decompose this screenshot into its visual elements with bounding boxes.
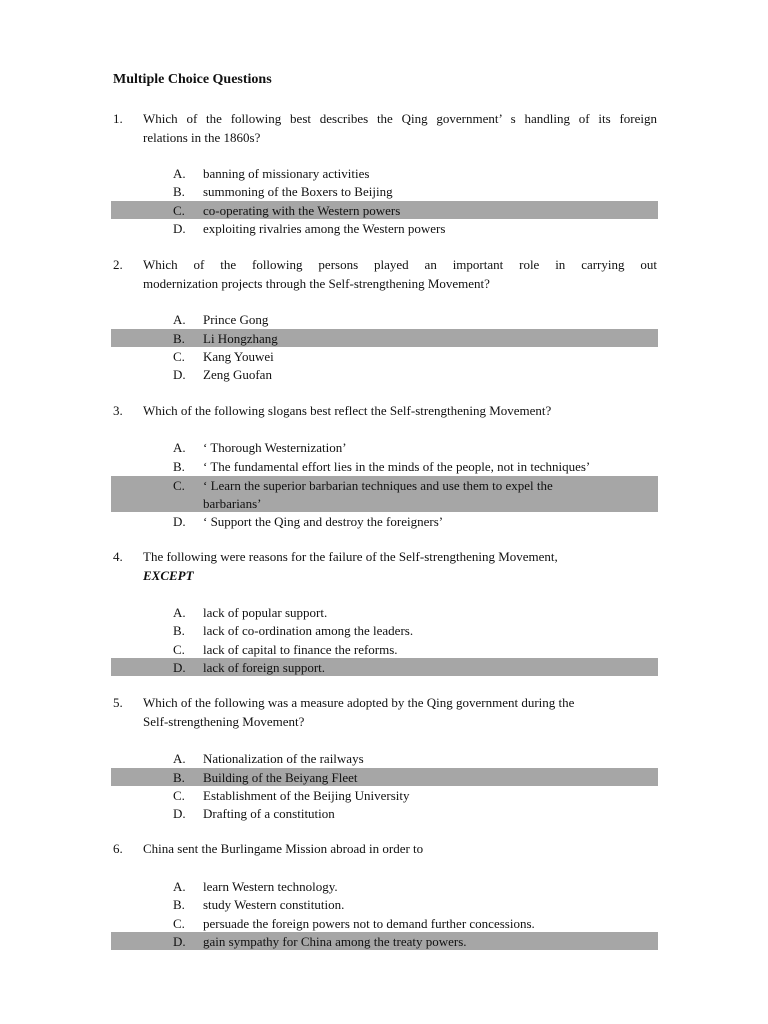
question-text-line: The following were reasons for the failure of the Self-strengthening Movement,: [143, 549, 558, 564]
answer-option[interactable]: [111, 786, 658, 804]
answer-option-highlighted[interactable]: [111, 932, 658, 950]
option-text: Prince Gong: [203, 312, 269, 327]
answer-option[interactable]: [111, 438, 658, 456]
option-letter: D.: [173, 221, 186, 236]
answer-option[interactable]: [111, 182, 658, 200]
option-letter: B.: [173, 897, 185, 912]
answer-option[interactable]: [111, 640, 658, 658]
option-letter: D.: [173, 367, 186, 382]
question-text: [143, 547, 657, 585]
answer-option[interactable]: [111, 877, 658, 895]
option-text: gain sympathy for China among the treaty powers.: [203, 934, 467, 949]
answer-option[interactable]: [111, 895, 658, 913]
option-letter: D.: [173, 806, 186, 821]
option-text: ‘ Learn the superior barbarian techniques and use them to expel the: [203, 478, 553, 493]
option-letter: D.: [173, 660, 186, 675]
answer-option-highlighted[interactable]: [111, 329, 658, 347]
option-text-continued: barbarians’: [203, 496, 262, 511]
option-letter: C.: [173, 349, 185, 364]
option-text: banning of missionary activities: [203, 166, 370, 181]
question-text: [143, 693, 657, 731]
question-text: [143, 401, 657, 420]
question-text-line: Which of the following best describes the Qing government’ s handling of its foreign: [143, 111, 657, 126]
answer-option-highlighted[interactable]: [111, 201, 658, 219]
option-letter: A.: [173, 166, 186, 181]
question-text-line: China sent the Burlingame Mission abroad in order to: [143, 841, 424, 856]
option-letter: C.: [173, 788, 185, 803]
answer-option[interactable]: [111, 219, 658, 237]
option-text: ‘ The fundamental effort lies in the minds of the people, not in techniques’: [203, 459, 591, 474]
option-letter: A.: [173, 879, 186, 894]
answer-option[interactable]: [111, 457, 658, 475]
option-letter: D.: [173, 514, 186, 529]
option-text: Zeng Guofan: [203, 367, 272, 382]
option-text: learn Western technology.: [203, 879, 338, 894]
option-letter: A.: [173, 440, 186, 455]
option-letter: A.: [173, 605, 186, 620]
option-letter: C.: [173, 203, 185, 218]
option-letter: B.: [173, 184, 185, 199]
option-letter: C.: [173, 916, 185, 931]
answer-option[interactable]: [111, 347, 658, 365]
option-text: lack of capital to finance the reforms.: [203, 642, 398, 657]
option-text: study Western constitution.: [203, 897, 345, 912]
option-letter: A.: [173, 751, 186, 766]
option-letter: B.: [173, 331, 185, 346]
question-text: [143, 255, 657, 293]
question-emphasis-except: EXCEPT: [143, 568, 194, 583]
question-text-line: Which of the following persons played an important role in carrying out: [143, 257, 657, 272]
option-letter: D.: [173, 934, 186, 949]
question-text-line: Which of the following was a measure adopted by the Qing government during the: [143, 695, 575, 710]
answer-option-highlighted[interactable]: [111, 768, 658, 786]
option-text: persuade the foreign powers not to demand further concessions.: [203, 916, 535, 931]
option-letter: B.: [173, 623, 185, 638]
question-number: 4.: [113, 549, 123, 564]
option-text: ‘ Support the Qing and destroy the foreigners’: [203, 514, 444, 529]
answer-option[interactable]: [111, 512, 658, 530]
answer-option[interactable]: [111, 621, 658, 639]
option-letter: B.: [173, 459, 185, 474]
question-number: 1.: [113, 111, 123, 126]
option-text: exploiting rivalries among the Western powers: [203, 221, 446, 236]
option-letter: A.: [173, 312, 186, 327]
option-letter: C.: [173, 478, 185, 493]
answer-option[interactable]: [111, 603, 658, 621]
option-text: Building of the Beiyang Fleet: [203, 770, 358, 785]
answer-option[interactable]: [111, 365, 658, 383]
answer-option-highlighted[interactable]: [111, 476, 658, 512]
option-text: ‘ Thorough Westernization’: [203, 440, 347, 455]
question-number: 6.: [113, 841, 123, 856]
option-letter: C.: [173, 642, 185, 657]
option-letter: B.: [173, 770, 185, 785]
question-number: 2.: [113, 257, 123, 272]
question-text-line: Self-strengthening Movement?: [143, 714, 305, 729]
option-text: lack of co-ordination among the leaders.: [203, 623, 414, 638]
option-text: co-operating with the Western powers: [203, 203, 401, 218]
question-text-line: Which of the following slogans best reflect the Self-strengthening Movement?: [143, 403, 552, 418]
answer-option[interactable]: [111, 310, 658, 328]
question-number: 5.: [113, 695, 123, 710]
option-text: Drafting of a constitution: [203, 806, 335, 821]
question-text-line: modernization projects through the Self-strengthening Movement?: [143, 276, 490, 291]
question-number: 3.: [113, 403, 123, 418]
page-heading: Multiple Choice Questions: [113, 72, 272, 87]
question-text-line: relations in the 1860s?: [143, 130, 261, 145]
answer-option[interactable]: [111, 804, 658, 822]
option-text: Nationalization of the railways: [203, 751, 364, 766]
answer-option-highlighted[interactable]: [111, 658, 658, 676]
option-text: summoning of the Boxers to Beijing: [203, 184, 393, 199]
option-text: Establishment of the Beijing University: [203, 788, 410, 803]
answer-option[interactable]: [111, 749, 658, 767]
option-text: Kang Youwei: [203, 349, 274, 364]
question-text: [143, 109, 657, 147]
answer-option[interactable]: [111, 164, 658, 182]
option-text: lack of foreign support.: [203, 660, 326, 675]
option-text: Li Hongzhang: [203, 331, 278, 346]
option-text: lack of popular support.: [203, 605, 328, 620]
answer-option[interactable]: [111, 914, 658, 932]
question-text: [143, 839, 657, 858]
